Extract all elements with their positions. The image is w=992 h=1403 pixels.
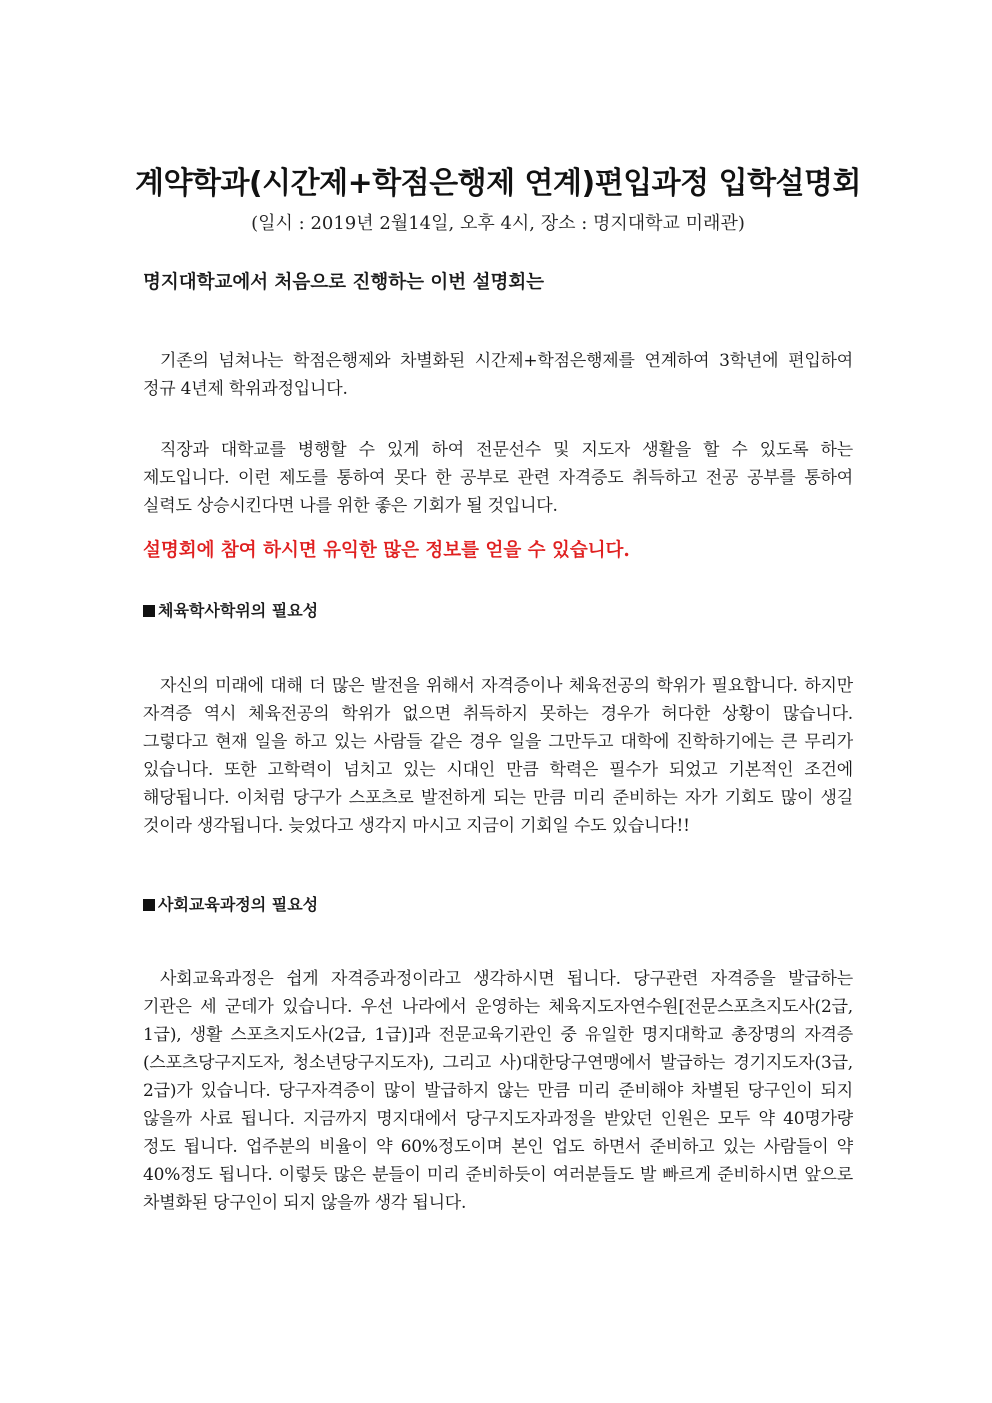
intro-heading: 명지대학교에서 처음으로 진행하는 이번 설명회는 [143,272,545,293]
document-title: 계약학과(시간제+학점은행제 연계)편입과정 입학설명회 [135,166,861,201]
event-details: (일시 : 2019년 2월14일, 오후 4시, 장소 : 명지대학교 미래관) [251,213,745,234]
section-body-social-education: 사회교육과정은 쉽게 자격증과정이라고 생각하시면 됩니다. 당구관련 자격증을 발급하는 기관은 세 군데가 있습니다. 우선 나라에서 운영하는 체육지도자연수원[전문스포츠지도사(2급, 1급), 생활 스포츠지도사(2급, 1급)]과 전문교육기관인 중 유일한 명지대학교 총장명의 자격증(스포츠당구지도자, 청소년당구지도자), 그리고 사)대한당구연맹에서 발급하는 경기지도자(3급, 2급)가 있습니다. 당구자격증이 많이 발급하지 않는 만큼 미리 준비해야 차별된 당구인이 되지 않을까 사료 됩니다. 지금까지 명지대에서 당구지도자과정을 받았던 인원은 모두 약 40명가량 정도 됩니다. 업주분의 비율이 약 60%정도이며 본인 업도 하면서 준비하고 있는 사람들이 약 40%정도 됩니다. 이렇듯 많은 분들이 미리 준비하듯이 여러분들도 발 빠르게 준비하시면 앞으로 차별화된 당구인이 되지 않을까 생각 됩니다. [143,969,853,1213]
section-heading-degree-label: 체육학사학위의 필요성 [158,601,319,620]
section-heading-social-education [143,892,318,915]
section-body-degree: 자신의 미래에 대해 더 많은 발전을 위해서 자격증이나 체육전공의 학위가 필요합니다. 하지만 자격증 역시 체육전공의 학위가 없으면 취득하지 못하는 경우가 허다한 상황이 많습니다. 그렇다고 현재 일을 하고 있는 사람들 같은 경우 일을 그만두고 대학에 진학하기에는 큰 무리가 있습니다. 또한 고학력이 넘치고 있는 시대인 만큼 학력은 필수가 되었고 기본적인 조건에 해당됩니다. 이처럼 당구가 스포츠로 발전하게 되는 만큼 미리 준비하는 자가 기회도 많이 생길 것이라 생각됩니다. 늦었다고 생각지 마시고 지금이 기회일 수도 있습니다!! [143,676,853,836]
square-bullet-icon [143,605,155,617]
highlight-notice: 설명회에 참여 하시면 유익한 많은 정보를 얻을 수 있습니다. [143,540,630,561]
paragraph-program-description: 기존의 넘쳐나는 학점은행제와 차별화된 시간제+학점은행제를 연계하여 3학년에 편입하여 정규 4년제 학위과정입니다. [143,351,853,399]
section-heading-degree [143,598,318,621]
square-bullet-icon [143,899,155,911]
paragraph-program-benefits: 직장과 대학교를 병행할 수 있게 하여 전문선수 및 지도자 생활을 할 수 있도록 하는 제도입니다. 이런 제도를 통하여 못다 한 공부로 관련 자격증도 취득하고 전공 공부를 통하여 실력도 상승시킨다면 나를 위한 좋은 기회가 될 것입니다. [143,440,853,516]
section-heading-social-education-label: 사회교육과정의 필요성 [158,895,319,914]
